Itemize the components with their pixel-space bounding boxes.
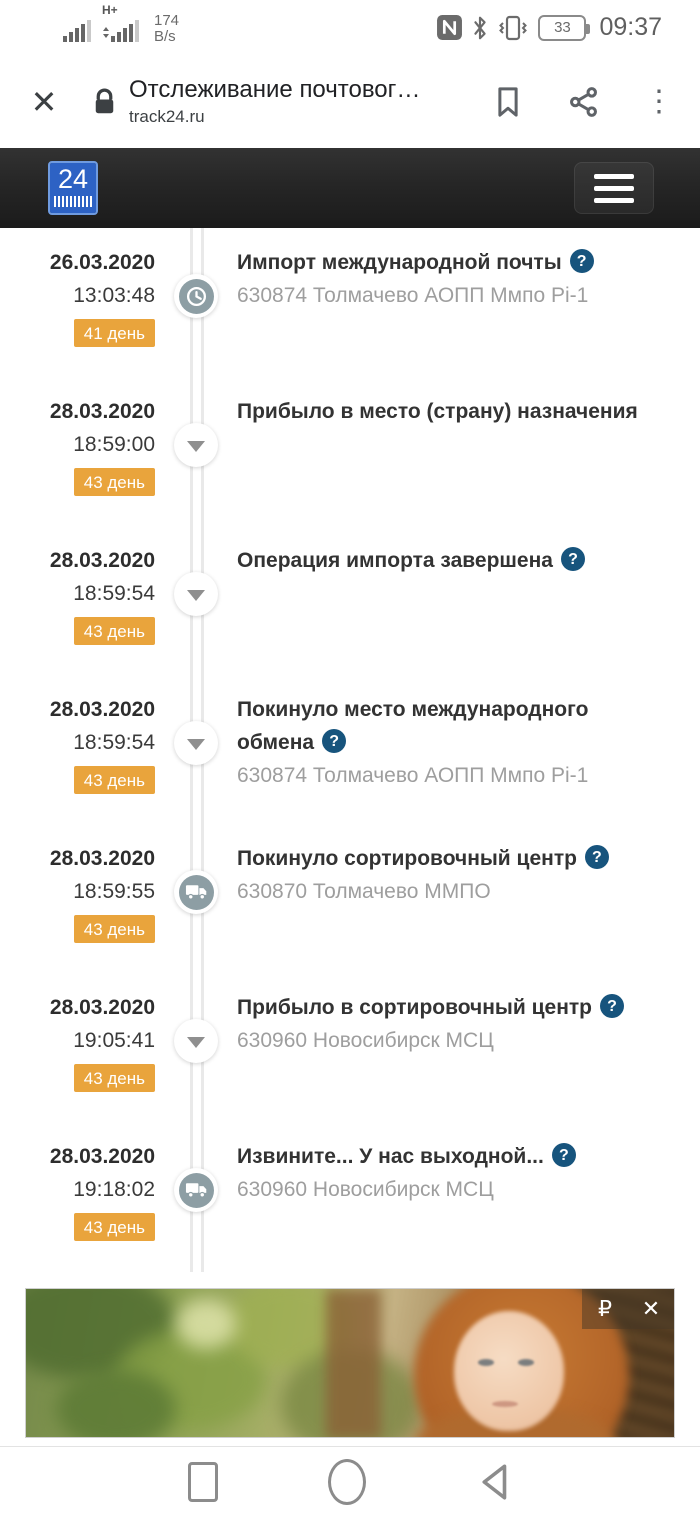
event-date: 28.03.2020 [49, 996, 155, 1019]
timeline-events [0, 238, 700, 1281]
event-time: 18:59:55 [73, 880, 155, 903]
battery-icon [538, 15, 586, 41]
recents-button[interactable] [188, 1462, 218, 1502]
help-icon[interactable]: ? [600, 994, 624, 1018]
timeline-event-row [0, 983, 700, 1132]
overflow-menu-icon[interactable]: ⋮ [644, 84, 674, 118]
event-title: Прибыло в место (страну) назначения [237, 400, 638, 423]
timeline-event-row [0, 685, 700, 834]
page-title: Отслеживание почтовог… [129, 76, 421, 103]
timeline-event-row [0, 536, 700, 685]
event-time: 18:59:54 [73, 582, 155, 605]
event-time: 19:18:02 [73, 1178, 155, 1201]
event-location: 630874 Толмачево АОПП Ммпо Pi-1 [237, 764, 589, 787]
event-date: 26.03.2020 [49, 251, 155, 274]
signal-strength-icon-sim1 [62, 15, 94, 43]
event-time: 13:03:48 [73, 284, 155, 307]
days-badge: 43 день [74, 617, 155, 645]
event-date: 28.03.2020 [49, 400, 155, 423]
back-button[interactable] [476, 1461, 512, 1503]
help-icon[interactable]: ? [585, 845, 609, 869]
event-time: 19:05:41 [73, 1029, 155, 1052]
help-icon[interactable]: ? [322, 729, 346, 753]
event-date: 28.03.2020 [49, 847, 155, 870]
event-date: 28.03.2020 [49, 1145, 155, 1168]
timeline-event-row [0, 1132, 700, 1281]
days-badge: 41 день [74, 319, 155, 347]
event-date: 28.03.2020 [49, 698, 155, 721]
help-icon[interactable]: ? [552, 1143, 576, 1167]
event-title: Операция импорта завершена ? [237, 544, 692, 577]
status-bar [0, 0, 700, 55]
days-badge: 43 день [74, 766, 155, 794]
tracking-timeline [0, 228, 700, 1288]
chevron-down-icon [174, 1019, 218, 1063]
page-url: track24.ru [129, 107, 205, 126]
browser-bar [0, 55, 700, 148]
chevron-down-icon [174, 721, 218, 765]
event-time: 18:59:54 [73, 731, 155, 754]
close-tab-icon[interactable]: ✕ [30, 83, 58, 120]
bluetooth-icon [472, 15, 488, 41]
battery-percent: 33 [554, 19, 571, 36]
barcode-icon [54, 196, 92, 207]
event-date: 28.03.2020 [49, 549, 155, 572]
event-title: Извините... У нас выходной... ? [237, 1140, 692, 1173]
lock-icon[interactable] [92, 87, 117, 117]
page-title-block [129, 76, 459, 127]
help-icon[interactable]: ? [570, 249, 594, 273]
event-title: Прибыло в сортировочный центр ? [237, 991, 692, 1024]
timeline-event-row [0, 238, 700, 387]
event-location: 630870 Толмачево ММПО [237, 880, 491, 903]
chevron-down-icon [174, 423, 218, 467]
share-icon[interactable] [567, 85, 600, 119]
hamburger-menu-button[interactable] [574, 162, 654, 214]
chevron-down-icon [174, 572, 218, 616]
ad-banner[interactable] [25, 1288, 675, 1438]
help-icon[interactable]: ? [561, 547, 585, 571]
bookmark-icon[interactable] [493, 84, 523, 120]
home-button[interactable] [328, 1459, 366, 1505]
vibrate-icon [497, 14, 529, 42]
clock-icon [174, 274, 218, 318]
site-header [0, 148, 700, 228]
event-title: Покинуло сортировочный центр ? [237, 842, 692, 875]
days-badge: 43 день [74, 915, 155, 943]
timeline-event-row [0, 834, 700, 983]
network-type-label: H+ [102, 2, 118, 17]
ad-close-icon[interactable]: ✕ [628, 1289, 674, 1329]
event-location: 630960 Новосибирск МСЦ [237, 1029, 494, 1052]
days-badge: 43 день [74, 468, 155, 496]
nfc-icon [436, 14, 463, 41]
network-speed: 174 B/s [154, 11, 180, 45]
ad-info-button[interactable]: ₽ [582, 1289, 628, 1329]
truck-icon [174, 1168, 218, 1212]
ad-photo [26, 1289, 674, 1437]
event-location: 630874 Толмачево АОПП Ммпо Pi-1 [237, 284, 589, 307]
event-title: Импорт международной почты ? [237, 246, 692, 279]
signal-strength-icon-sim2 [100, 2, 140, 43]
truck-icon [174, 870, 218, 914]
status-time: 09:37 [599, 13, 662, 41]
logo-text: 24 [57, 164, 89, 194]
android-nav-bar [0, 1446, 700, 1516]
track24-logo[interactable] [50, 163, 96, 213]
timeline-event-row [0, 387, 700, 536]
event-location: 630960 Новосибирск МСЦ [237, 1178, 494, 1201]
event-title: Покинуло место международного обмена ? [237, 698, 589, 754]
days-badge: 43 день [74, 1213, 155, 1241]
event-time: 18:59:00 [73, 433, 155, 456]
days-badge: 43 день [74, 1064, 155, 1092]
